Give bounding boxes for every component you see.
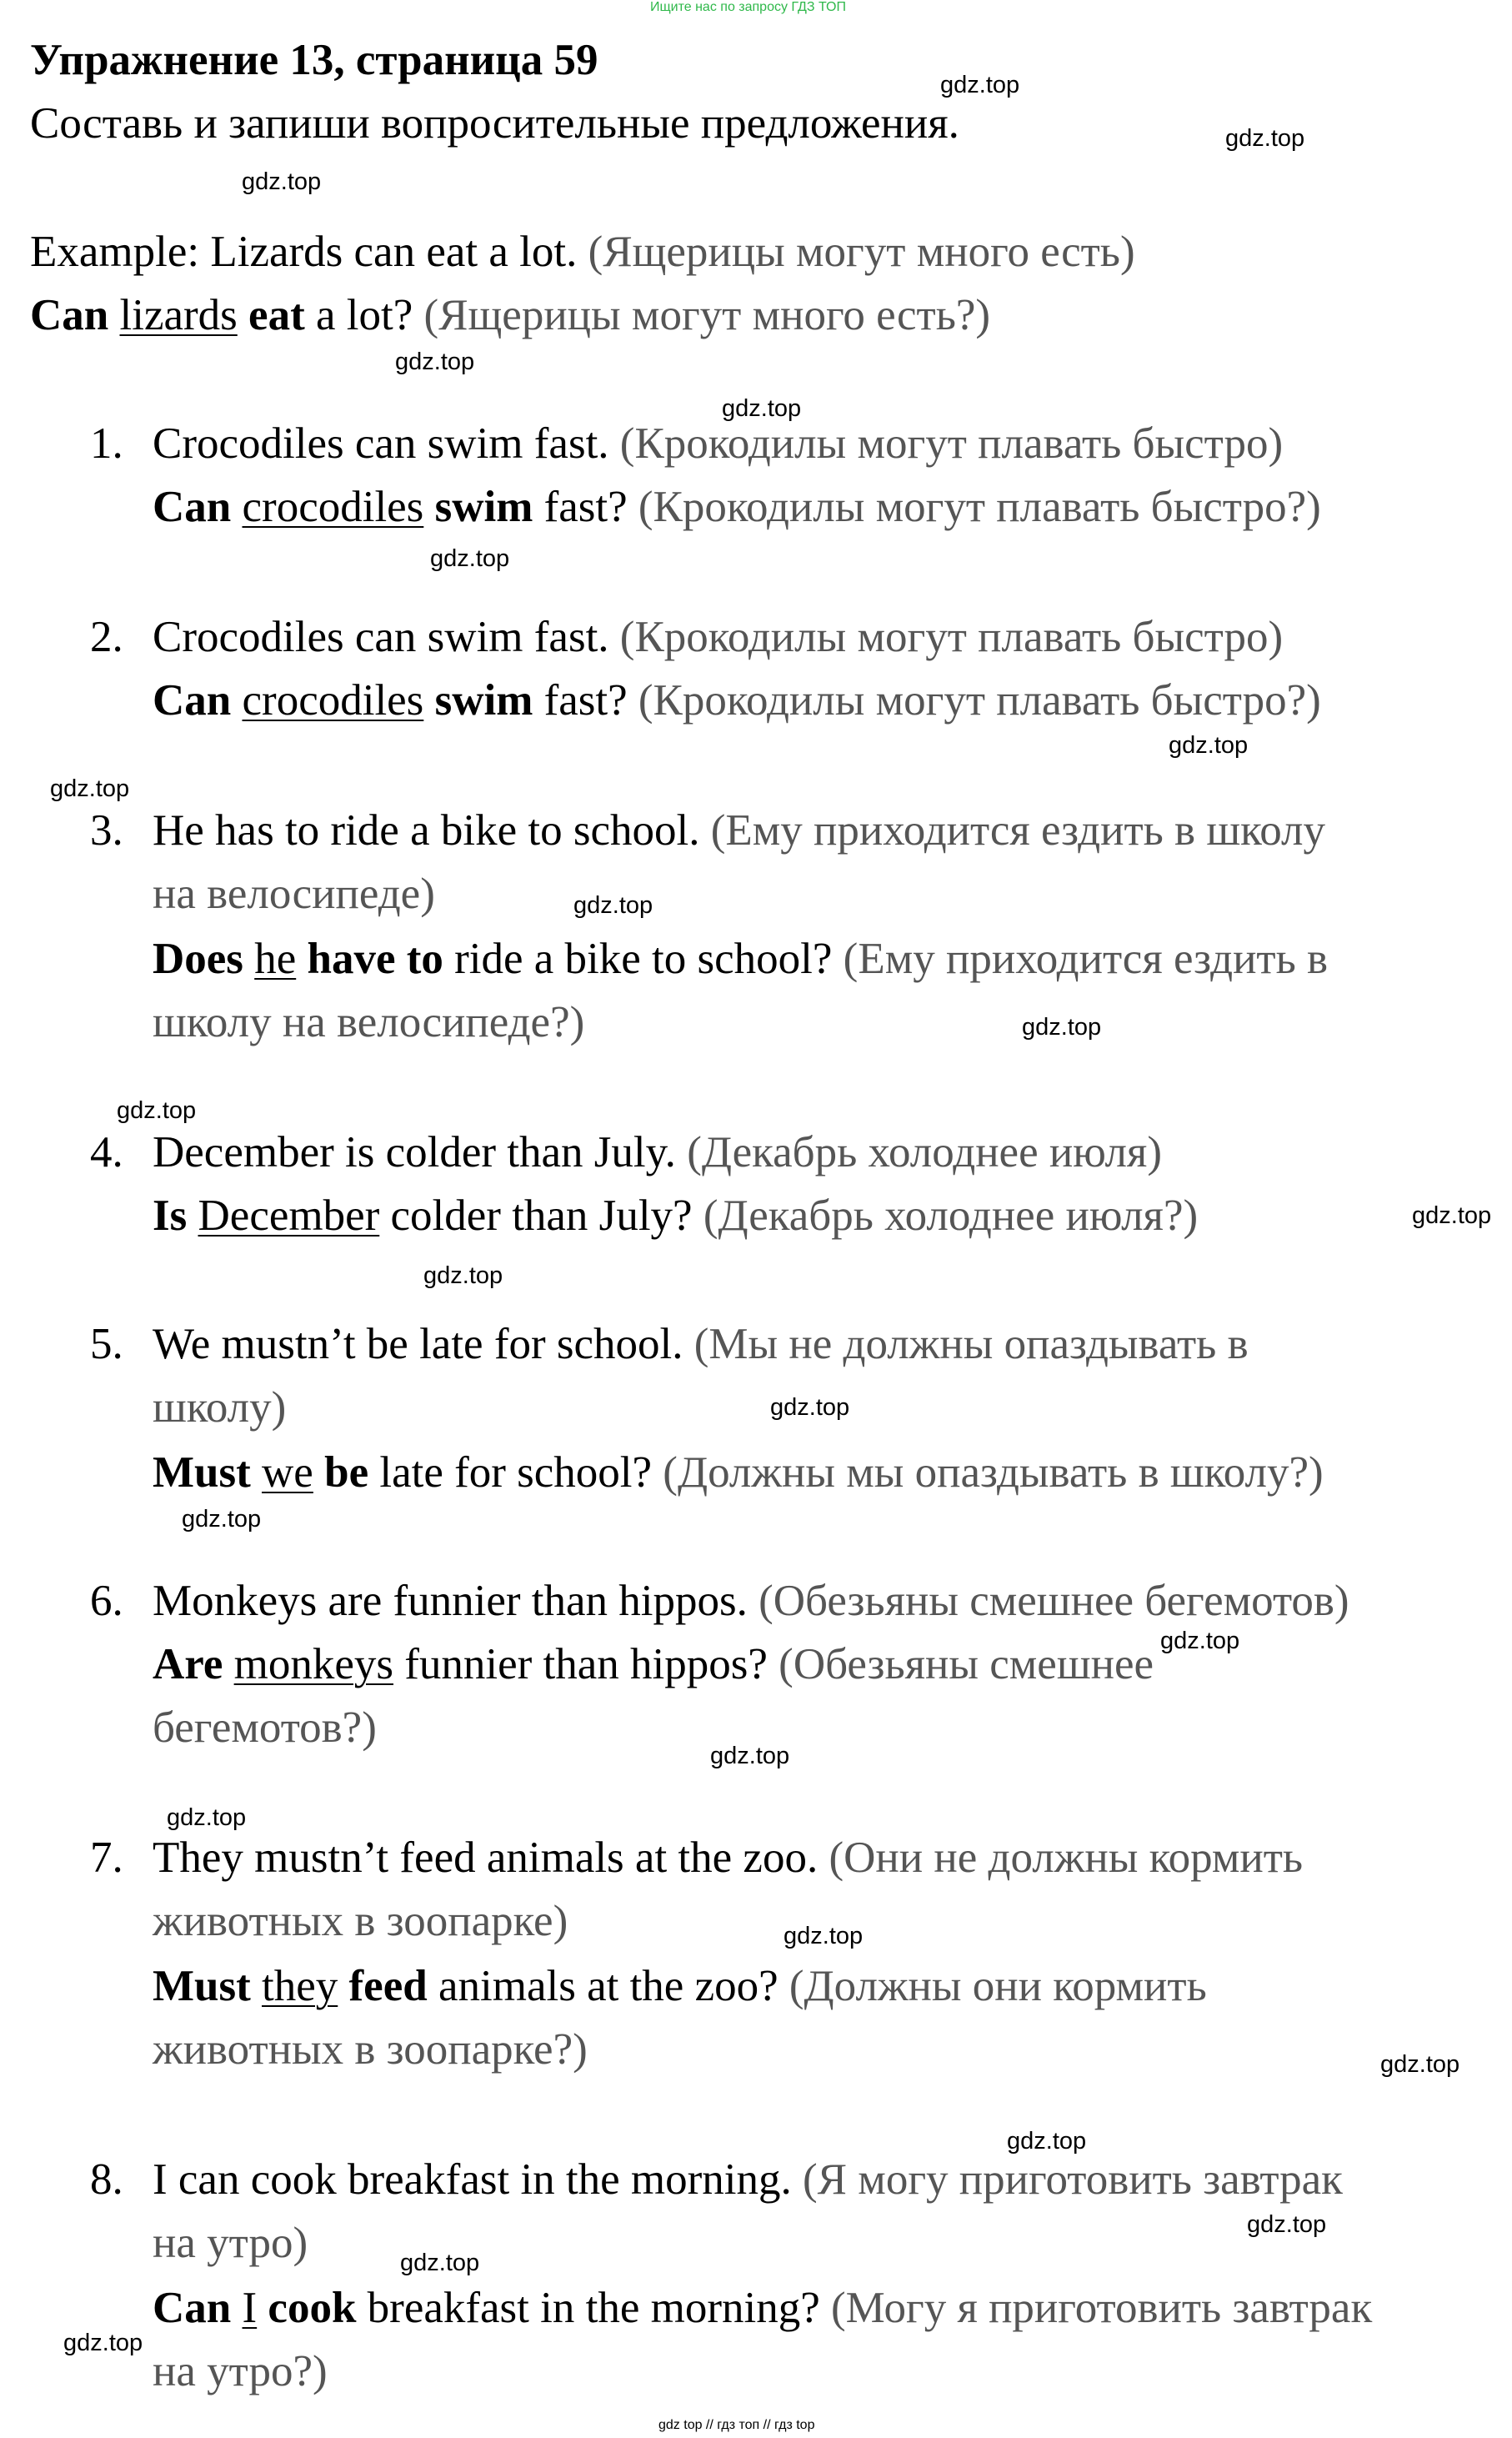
question-verb: be [324,1448,369,1497]
question-keyword: Can [153,2284,232,2332]
statement-translation: (Крокодилы могут плавать быстро) [619,419,1284,468]
item-question [153,2283,1372,2333]
example-sentence [30,227,1135,277]
watermark: gdz.top [1225,125,1305,152]
statement-translation-cont: на велосипеде) [153,870,435,918]
statement: He has to ride a bike to school. [153,806,700,855]
item-sentence [153,1319,1249,1369]
question-subject: monkeys [233,1640,393,1688]
question-translation-cont: бегемотов?) [153,1703,377,1752]
question-subject: he [254,935,297,983]
watermark: gdz.top [770,1394,850,1421]
question-keyword: Can [30,291,109,339]
item-question [153,1639,1154,1689]
search-banner: Ищите нас по запросу ГДЗ ТОП [650,0,846,14]
watermark: gdz.top [167,1804,247,1831]
question-keyword: Can [153,676,232,725]
statement: Crocodiles can swim fast. [153,419,609,468]
question-rest: ride a bike to school? [454,935,833,983]
watermark: gdz.top [430,545,510,572]
item-question [153,482,1321,532]
statement: December is colder than July. [153,1128,676,1176]
question-verb: cook [268,2284,357,2332]
watermark: gdz.top [573,892,653,919]
watermark: gdz.top [710,1743,790,1769]
question-translation: (Ящерицы могут много есть?) [423,291,991,339]
question-rest: a lot? [315,291,413,339]
statement: I can cook breakfast in the morning. [153,2155,792,2204]
item-number: 2. [90,613,123,661]
question-verb: eat [248,291,305,339]
item-number: 5. [90,1320,123,1368]
statement-translation-cont: школу) [153,1383,287,1432]
question-subject: I [242,2284,258,2332]
watermark: gdz.top [117,1097,197,1124]
watermark: gdz.top [182,1506,262,1533]
question-rest: breakfast in the morning? [367,2284,820,2332]
watermark: gdz.top [1380,2051,1460,2078]
question-verb: swim [434,676,533,725]
question-translation: (Должны они кормить [789,1962,1207,2010]
question-keyword: Are [153,1640,223,1688]
question-keyword: Is [153,1191,188,1240]
watermark: gdz.top [1247,2211,1327,2238]
item-number: 6. [90,1577,123,1625]
statement: Crocodiles can swim fast. [153,613,609,661]
question-keyword: Does [153,935,243,983]
question-keyword: Must [153,1962,251,2010]
question-translation: (Крокодилы могут плавать быстро?) [638,483,1321,531]
question-rest: late for school? [379,1448,653,1497]
question-rest: fast? [543,483,628,531]
item-question [153,934,1328,984]
watermark: gdz.top [784,1923,864,1949]
example-label: Example: [30,228,200,276]
question-keyword: Can [153,483,232,531]
question-subject: crocodiles [242,676,424,725]
example-text: Lizards can eat a lot. [210,228,578,276]
question-rest: colder than July? [390,1191,693,1240]
example-question [30,290,990,340]
watermark: gdz.top [1169,732,1249,759]
watermark: gdz.top [1007,2128,1087,2155]
item-sentence [153,419,1283,469]
item-sentence [153,1127,1162,1177]
example-translation: (Ящерицы могут много есть) [588,228,1135,276]
statement-translation: (Мы не должны опаздывать в [693,1320,1249,1368]
item-sentence [153,612,1283,662]
item-sentence [153,1576,1349,1626]
item-question [153,1447,1324,1497]
statement-translation-cont: животных в зоопарке) [153,1897,568,1945]
watermark: gdz.top [423,1262,503,1289]
statement-translation: (Обезьяны смешнее бегемотов) [759,1577,1349,1625]
item-number: 8. [90,2155,123,2204]
statement: They mustn’t feed animals at the zoo. [153,1834,819,1882]
question-translation: (Крокодилы могут плавать быстро?) [638,676,1321,725]
question-translation: (Должны мы опаздывать в школу?) [663,1448,1324,1497]
statement-translation: (Я могу приготовить завтрак [803,2155,1343,2204]
statement-translation-cont: на утро) [153,2219,308,2267]
item-sentence [153,805,1325,855]
item-question [153,675,1321,725]
watermark: gdz.top [1022,1014,1102,1041]
question-translation-cont: животных в зоопарке?) [153,2025,588,2074]
question-rest: funnier than hippos? [404,1640,768,1688]
watermark: gdz.top [1412,1202,1492,1229]
statement: We mustn’t be late for school. [153,1320,683,1368]
item-question [153,1961,1207,2011]
item-number: 1. [90,419,123,468]
watermark: gdz.top [400,2250,480,2276]
question-subject: lizards [119,291,238,339]
question-translation: (Ему приходится ездить в [843,935,1329,983]
watermark: gdz.top [1160,1628,1240,1654]
item-sentence [153,2155,1343,2205]
statement-translation: (Декабрь холоднее июля) [687,1128,1162,1176]
question-verb: feed [348,1962,428,2010]
question-keyword: Must [153,1448,251,1497]
question-translation-cont: на утро?) [153,2347,328,2395]
question-rest: animals at the zoo? [438,1962,779,2010]
question-subject: December [198,1191,380,1240]
question-verb: swim [434,483,533,531]
watermark: gdz.top [63,2330,143,2356]
instruction: Составь и запиши вопросительные предложения. [30,99,959,148]
question-verb: have to [307,935,443,983]
footer-text: gdz top // гдз топ // гдз top [658,2418,815,2432]
statement-translation: (Крокодилы могут плавать быстро) [619,613,1284,661]
item-question [153,1191,1198,1241]
item-number: 3. [90,806,123,855]
statement-translation: (Ему приходится ездить в школу [710,806,1325,855]
item-number: 7. [90,1834,123,1882]
item-sentence [153,1833,1303,1883]
watermark: gdz.top [722,395,802,422]
watermark: gdz.top [940,72,1020,98]
page-title: Упражнение 13, страница 59 [30,36,598,84]
statement: Monkeys are funnier than hippos. [153,1577,748,1625]
question-rest: fast? [543,676,628,725]
watermark: gdz.top [242,168,322,195]
statement-translation: (Они не должны кормить [829,1834,1304,1882]
question-translation: (Декабрь холоднее июля?) [703,1191,1199,1240]
question-translation: (Могу я приготовить завтрак [831,2284,1373,2332]
question-subject: we [262,1448,313,1497]
question-subject: they [262,1962,338,2010]
watermark: gdz.top [50,775,130,802]
question-subject: crocodiles [242,483,424,531]
watermark: gdz.top [395,349,475,375]
question-translation: (Обезьяны смешнее [779,1640,1154,1688]
question-translation-cont: школу на велосипеде?) [153,998,585,1046]
item-number: 4. [90,1128,123,1176]
